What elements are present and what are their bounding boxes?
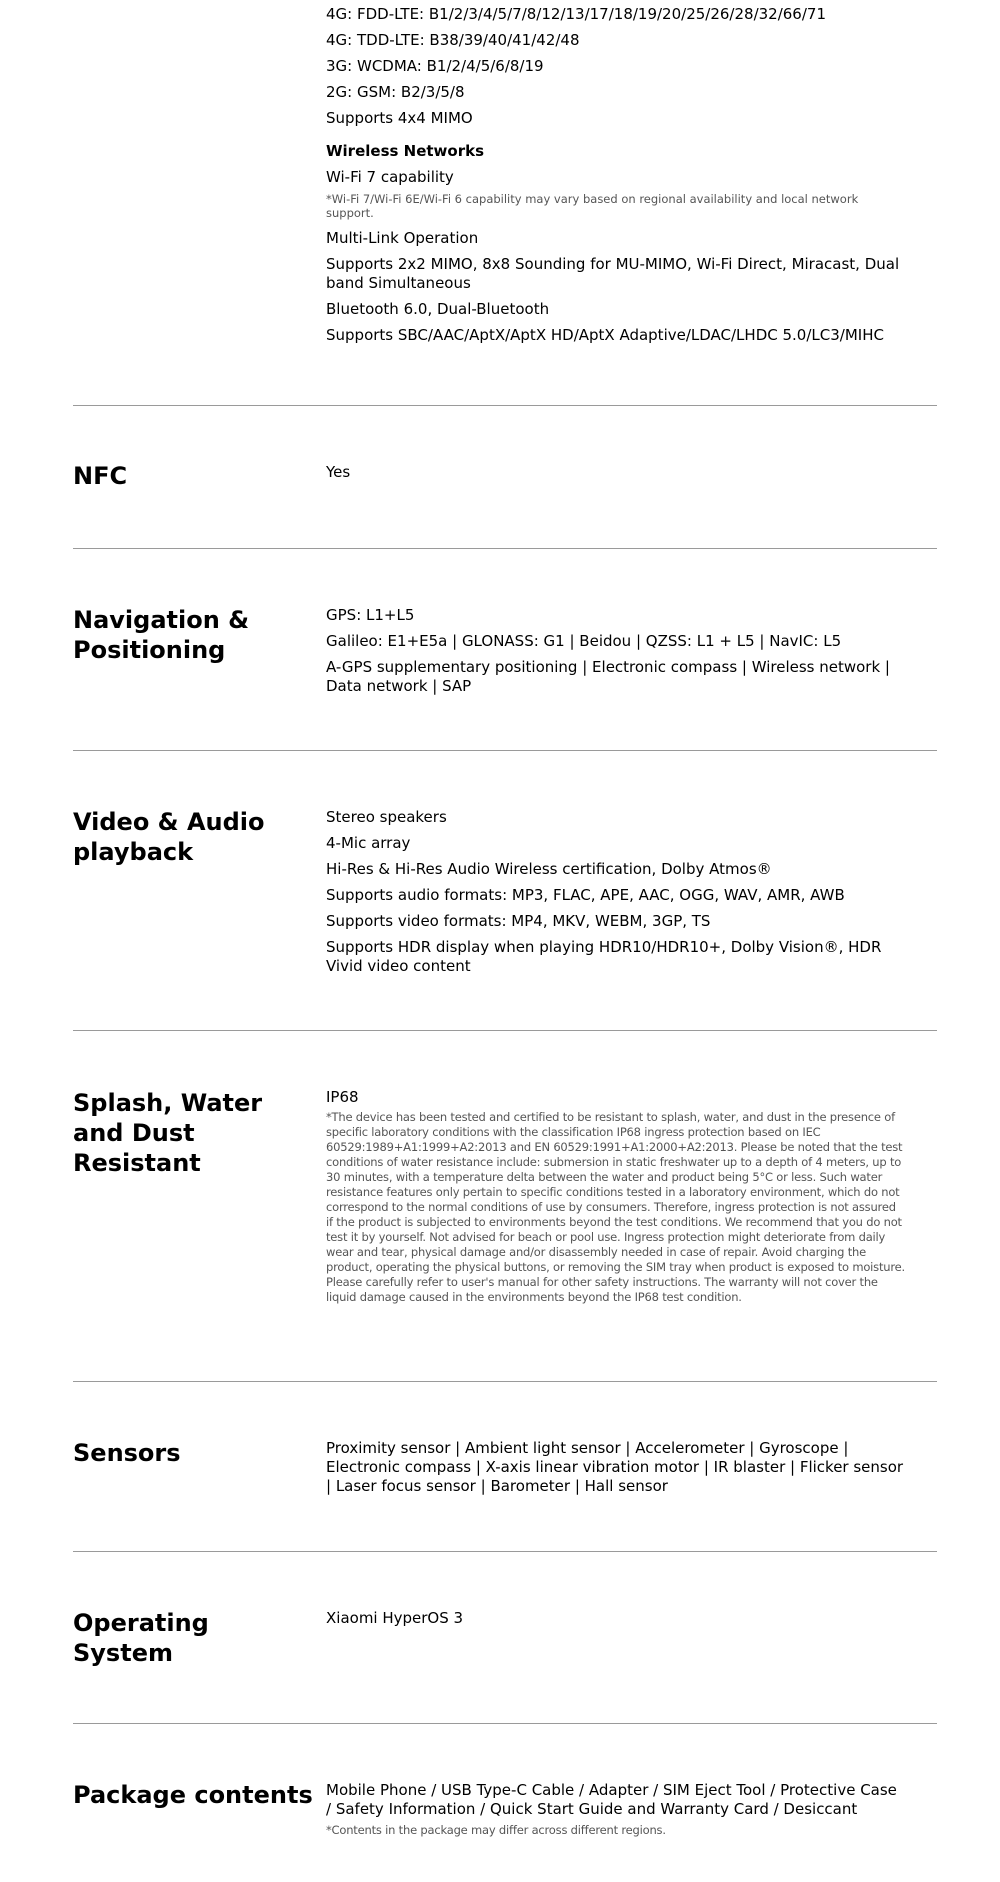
wireless-networks-heading: Wireless Networks — [326, 142, 485, 160]
network-spec-body — [326, 0, 906, 352]
wireless-item: Supports 2x2 MIMO, 8x8 Sounding for MU-MIMO, Wi-Fi Direct, Miracast, Dual band Simultaneous — [326, 255, 900, 292]
spec-line: Hi-Res & Hi-Res Audio Wireless certification, Dolby Atmos® — [326, 860, 772, 878]
network-band-line: 4G: TDD-LTE: B38/39/40/41/42/48 — [326, 31, 580, 49]
spec-line: Yes — [326, 463, 351, 481]
section-title-sensors: Sensors — [73, 1439, 181, 1467]
package-contents-list: Mobile Phone / USB Type-C Cable / Adapter / SIM Eject Tool / Protective Case / Safety Information / Quick Start Guide and Warranty Card / Desiccant — [326, 1781, 897, 1818]
spec-line: Galileo: E1+E5a | GLONASS: G1 | Beidou | QZSS: L1 + L5 | NavIC: L5 — [326, 632, 842, 650]
wireless-item: Bluetooth 6.0, Dual-Bluetooth — [326, 300, 550, 318]
section-divider — [73, 750, 937, 751]
sensors-spec-body — [326, 1439, 906, 1503]
section-divider — [73, 548, 937, 549]
os-spec-body — [326, 1609, 906, 1635]
water-resistance-spec-body — [326, 1088, 906, 1305]
spec-line: GPS: L1+L5 — [326, 606, 415, 624]
wireless-item: Multi-Link Operation — [326, 229, 479, 247]
spec-line: Supports video formats: MP4, MKV, WEBM, 3GP, TS — [326, 912, 711, 930]
wifi-footnote: *Wi-Fi 7/Wi-Fi 6E/Wi-Fi 6 capability may vary based on regional availability and local network support. — [326, 192, 859, 220]
package-footnote: *Contents in the package may differ across different regions. — [326, 1823, 666, 1837]
spec-line: Supports audio formats: MP3, FLAC, APE, AAC, OGG, WAV, AMR, AWB — [326, 886, 845, 904]
section-divider — [73, 1030, 937, 1031]
network-band-line: 4G: FDD-LTE: B1/2/3/4/5/7/8/12/13/17/18/19/20/25/26/28/32/66/71 — [326, 5, 826, 23]
section-divider — [73, 1551, 937, 1552]
spec-line: Supports HDR display when playing HDR10/HDR10+, Dolby Vision®, HDR Vivid video content — [326, 938, 882, 975]
spec-line: Stereo speakers — [326, 808, 447, 826]
network-band-line: Supports 4x4 MIMO — [326, 109, 473, 127]
wifi-capability: Wi-Fi 7 capability — [326, 168, 454, 186]
section-title-operating-system: Operating System — [73, 1609, 209, 1667]
section-title-navigation: Navigation & Positioning — [73, 606, 250, 664]
network-band-line: 3G: WCDMA: B1/2/4/5/6/8/19 — [326, 57, 544, 75]
spec-line: 4-Mic array — [326, 834, 411, 852]
section-title-package-contents: Package contents — [73, 1781, 313, 1809]
section-title-video-audio: Video & Audio playback — [73, 808, 265, 866]
navigation-spec-body — [326, 606, 906, 703]
spec-line: A-GPS supplementary positioning | Electronic compass | Wireless network | Data network | SAP — [326, 658, 890, 695]
network-band-line: 2G: GSM: B2/3/5/8 — [326, 83, 465, 101]
section-divider — [73, 1723, 937, 1724]
wireless-item: Supports SBC/AAC/AptX/AptX HD/AptX Adaptive/LDAC/LHDC 5.0/LC3/MIHC — [326, 326, 884, 344]
section-divider — [73, 405, 937, 406]
package-spec-body — [326, 1781, 906, 1838]
section-title-water-resistance: Splash, Water and Dust Resistant — [73, 1089, 263, 1177]
section-divider — [73, 1381, 937, 1382]
spec-line: Proximity sensor | Ambient light sensor | Accelerometer | Gyroscope | Electronic compass | X-axis linear vibration motor | IR blaster | Flicker sensor | Laser focus sensor | Barometer | Hall sensor — [326, 1439, 904, 1495]
spec-line: Xiaomi HyperOS 3 — [326, 1609, 464, 1627]
nfc-spec-body — [326, 463, 906, 489]
section-title-nfc: NFC — [73, 462, 128, 490]
ip-rating-disclaimer: *The device has been tested and certified to be resistant to splash, water, and dust in the presence of specific laboratory conditions with the classification IP68 ingress protection based on IEC 60529:1989+A1:1999+A2:2013 and EN 60529:1991+A1:2000+A2:2013. Please be noted that the test conditions of water resistance include: submersion in static freshwater up to a depth of 4 meters, up to 30 minutes, with a temperature delta between the water and product being 5°C or less. Such water resistance features only pertain to specific conditions tested in a laboratory environment, which do not correspond to the normal conditions of use by consumers. Therefore, ingress protection is not assured if the product is subjected to environments beyond the test conditions. We recommend that you do not test it by yourself. Not advised for beach or pool use. Ingress protection might deteriorate from daily wear and tear, physical damage and/or disassembly needed in case of repair. Avoid charging the product, operating the physical buttons, or removing the SIM tray when product is exposed to moisture. Please carefully refer to user's manual for other safety instructions. The warranty will not cover the liquid damage caused in the environments beyond the IP68 test condition. — [326, 1110, 905, 1304]
ip-rating: IP68 — [326, 1088, 359, 1106]
video-audio-spec-body — [326, 808, 906, 983]
